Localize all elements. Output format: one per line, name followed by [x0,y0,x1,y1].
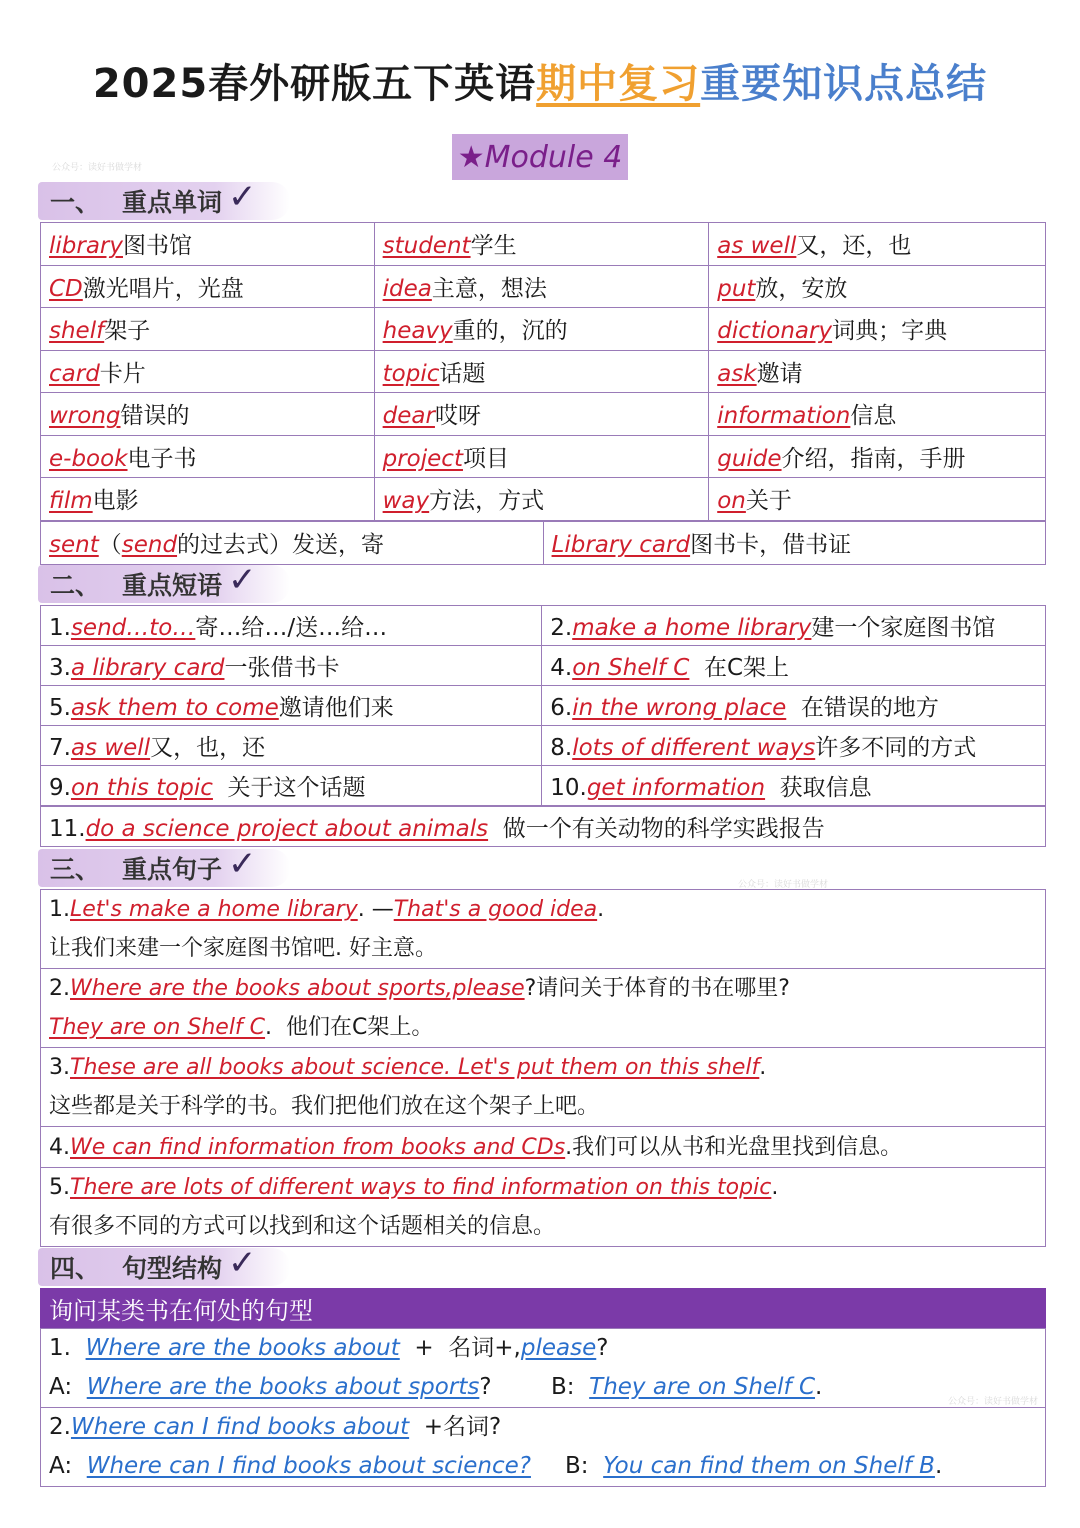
structures-table [40,1328,1046,1487]
sentence-punct: . [771,1175,779,1200]
phrase-cell [41,606,542,646]
vocab-word: dear [382,403,435,430]
vocab-word: way [382,488,430,515]
dialog-label-b: B: [551,1374,575,1400]
pattern-plus: +名词? [409,1414,502,1440]
section-header-phrases [38,560,290,603]
table-row [41,766,1046,806]
sentence-cell [41,1168,1046,1247]
vocab-word: shelf [49,318,105,345]
vocab-cell [709,478,1046,521]
vocab-meaning: 卡片 [99,360,146,387]
section-header-sentences [38,844,290,887]
vocab-meaning: 的过去式）发送，寄 [177,532,385,559]
vocab-cell [374,308,709,351]
section-number: 四、 [50,1254,101,1283]
section-label: 重点单词 [122,188,223,217]
vocab-meaning: 信息 [850,403,897,430]
phrase-number: 6. [550,695,573,721]
section-number: 一、 [50,188,101,217]
vocab-meaning: 重的，沉的 [452,318,568,345]
phrase-cell [542,646,1046,686]
check-icon: ✓ [228,560,257,600]
phrase-en: do a science project about animals [85,816,489,842]
vocab-word: e-book [49,445,128,472]
table-row [41,393,1046,436]
vocab-cell [41,308,375,351]
phrase-cn: 寄…给…/送…给… [195,615,388,641]
phrase-number: 9. [49,775,71,801]
vocab-cell [374,223,709,266]
section-number: 三、 [50,855,101,884]
sentence-en: There are lots of different ways to find information on this topic [70,1175,772,1200]
table-row [41,308,1046,351]
sentence-cell [41,1127,1046,1168]
vocab-word: sent [49,532,99,559]
vocab-word: project [382,445,463,472]
vocab-cell [374,478,709,521]
table-row [41,478,1046,521]
vocab-word: dictionary [717,318,833,345]
vocab-word: guide [717,445,782,472]
vocab-meaning: 方法，方式 [429,488,545,515]
phrase-number: 11. [49,816,86,842]
vocab-last-row [40,521,1046,565]
vocab-meaning: 图书馆 [123,233,192,260]
sentence-number: 3. [49,1055,70,1080]
dialog-b: They are on Shelf C [589,1374,816,1400]
phrase-cn: 在C架上 [689,655,790,681]
vocab-cell [709,350,1046,393]
vocab-paren: （ [98,532,122,559]
module-badge: ★Module 4 [452,134,628,180]
vocab-meaning: 关于 [745,488,792,515]
phrase-cn: 关于这个话题 [212,775,366,801]
table-row [41,646,1046,686]
check-icon: ✓ [228,1243,257,1283]
dialog-label-a: A: [49,1453,73,1479]
table-row [41,686,1046,726]
sentence-number: 1. [49,897,70,922]
check-icon: ✓ [228,844,257,884]
vocab-cell [41,350,375,393]
vocab-meaning: 架子 [104,318,151,345]
vocab-word: Library card [551,532,691,559]
section-header-structures [38,1243,290,1286]
vocab-meaning: 又，还，也 [796,233,912,260]
vocab-word: library [49,233,123,260]
phrases-last-row [40,806,1046,847]
phrase-number: 2. [550,615,573,641]
vocab-meaning: 哎呀 [434,403,481,430]
table-row [41,890,1046,969]
sentence-cn: ?请问关于体育的书在哪里? [524,976,790,1001]
sentences-table [40,889,1046,1247]
phrases-table [40,605,1046,806]
sentence-en: Let's make a home library [70,897,358,922]
sentence-cn: 让我们来建一个家庭图书馆吧. 好主意。 [49,936,437,961]
title-part2: 期中复习 [536,61,701,107]
vocab-word: student [382,233,471,260]
table-row [41,726,1046,766]
phrase-number: 8. [550,735,573,761]
dialog-a: Where are the books about sports [86,1374,480,1400]
sentence-punct: . — [357,897,394,922]
dialog-punct: ? [479,1374,492,1400]
phrase-number: 5. [49,695,71,721]
vocab-word: send [121,532,178,559]
sentence-en: We can find information from books and CDs [70,1134,566,1160]
sentence-cell [41,1048,1046,1127]
vocab-cell [709,435,1046,478]
table-row [41,350,1046,393]
structure-cell [41,1408,1046,1487]
vocab-cell [374,350,709,393]
sentence-cell [41,969,1046,1048]
sentence-punct: . [759,1055,767,1080]
phrase-cell [41,686,542,726]
phrase-en: get information [586,775,766,801]
vocab-meaning: 电子书 [127,445,197,472]
sentence-cn: 有很多不同的方式可以找到和这个话题相关的信息。 [49,1214,556,1239]
phrase-cell [542,606,1046,646]
section-label: 重点短语 [122,571,223,600]
sentence-cell [41,890,1046,969]
vocab-word: CD [49,275,83,302]
vocab-word: put [717,275,756,302]
table-row [41,1408,1046,1487]
table-row [41,522,1046,565]
sentence-number: 2. [49,976,70,1001]
sentence-number: 5. [49,1175,70,1200]
vocab-word: card [49,360,100,387]
sentence-en: Where are the books about sports,please [70,976,525,1001]
vocab-meaning: 错误的 [120,403,190,430]
phrase-en: as well [70,735,151,761]
vocab-meaning: 激光唱片，光盘 [82,275,244,302]
sentence-punct: . [597,897,605,922]
section-header-words [38,177,290,220]
dialog-label-b: B: [565,1453,589,1479]
phrase-number: 7. [49,735,71,761]
section-label: 重点句子 [122,855,223,884]
sentence-en: They are on Shelf C [49,1015,266,1040]
vocab-cell [374,435,709,478]
pattern-number: 1. [49,1335,71,1361]
table-row [41,807,1046,847]
phrase-cn: 在错误的地方 [786,695,939,721]
check-icon: ✓ [228,177,257,217]
vocab-cell [41,223,375,266]
table-row [41,1127,1046,1168]
dialog-punct: . [934,1453,943,1479]
table-row [41,223,1046,266]
phrase-cell [41,646,542,686]
phrase-en: lots of different ways [572,735,816,761]
vocab-word: ask [717,360,757,387]
vocab-meaning: 主意，想法 [431,275,547,302]
sentence-cn: . 他们在C架上。 [265,1015,434,1040]
vocab-meaning: 电影 [92,488,139,515]
pattern-plus: + 名词+, [399,1335,521,1361]
vocab-word: heavy [382,318,453,345]
phrase-cell [41,766,542,806]
vocab-cell [41,478,375,521]
phrase-cn: 获取信息 [765,775,872,801]
vocab-meaning: 介绍，指南，手册 [781,445,966,472]
phrase-cell [542,766,1046,806]
table-row [41,1048,1046,1127]
vocab-word: wrong [49,403,121,430]
watermark: 公众号：读好书做学材 [948,1397,1039,1407]
phrase-cn: 许多不同的方式 [815,735,977,761]
sentence-en: These are all books about science. Let's put them on this shelf [70,1055,760,1080]
phrase-en: in the wrong place [572,695,787,721]
phrase-en: make a home library [572,615,812,641]
phrase-number: 3. [49,655,71,681]
vocab-cell [41,435,375,478]
sentence-cn: .我们可以从书和光盘里找到信息。 [565,1134,903,1160]
phrase-cn: 一张借书卡 [224,655,340,681]
vocab-meaning: 项目 [462,445,509,472]
vocab-word: on [717,488,746,515]
dialog-punct: . [815,1374,823,1400]
table-row [41,1168,1046,1247]
pattern-number: 2. [49,1414,71,1440]
vocab-cell [709,223,1046,266]
pattern-en: please [520,1335,597,1361]
section-number: 二、 [50,571,101,600]
structure-header: 询问某类书在何处的句型 [40,1288,1046,1328]
vocab-cell [709,308,1046,351]
vocab-word: film [49,488,93,515]
vocab-word: information [717,403,851,430]
table-row [41,1329,1046,1408]
phrase-cn: 邀请他们来 [278,695,394,721]
phrase-en: send…to… [70,615,196,641]
phrase-cell [542,686,1046,726]
vocab-meaning: 话题 [439,360,486,387]
vocab-cell [709,393,1046,436]
vocab-word: topic [382,360,440,387]
sentence-en: That's a good idea [393,897,598,922]
dialog-b: You can find them on Shelf B [603,1453,935,1479]
title-part1: 2025春外研版五下英语 [92,61,537,107]
phrase-cn: 做一个有关动物的科学实践报告 [488,816,825,842]
phrase-en: on Shelf C [572,655,690,681]
title-part3: 重要知识点总结 [700,61,988,107]
dialog-label-a: A: [49,1374,73,1400]
phrase-number: 1. [49,615,71,641]
vocab-word: idea [382,275,432,302]
vocab-meaning: 学生 [470,233,517,260]
pattern-en: Where are the books about [85,1335,400,1361]
page-title [0,52,1080,109]
vocab-cell [543,522,1045,565]
structure-cell [41,1329,1046,1408]
vocab-meaning: 词典；字典 [832,318,948,345]
phrase-cell [41,807,1046,847]
phrase-number: 4. [550,655,573,681]
vocab-cell [41,265,375,308]
watermark: 公众号：读好书做学材 [738,880,829,890]
vocab-cell [374,265,709,308]
vocab-cell [41,393,375,436]
sentence-cn: 这些都是关于科学的书。我们把他们放在这个架子上吧。 [49,1094,600,1119]
phrase-cn: 建一个家庭图书馆 [811,615,996,641]
table-row [41,969,1046,1048]
vocab-meaning: 图书卡，借书证 [690,532,852,559]
table-row [41,606,1046,646]
vocab-cell [41,522,544,565]
phrase-en: ask them to come [70,695,279,721]
dialog-a: Where can I find books about science? [86,1453,531,1479]
table-row [41,265,1046,308]
phrase-cn: 又，也，还 [150,735,266,761]
table-row [41,435,1046,478]
phrase-number: 10. [550,775,587,801]
vocab-meaning: 放，安放 [755,275,848,302]
phrase-cell [542,726,1046,766]
phrase-en: on this topic [70,775,213,801]
section-label: 句型结构 [122,1254,223,1283]
vocab-meaning: 邀请 [756,360,803,387]
vocab-cell [374,393,709,436]
phrase-en: a library card [70,655,225,681]
vocab-word: as well [717,233,797,260]
pattern-en: Where can I find books about [70,1414,410,1440]
watermark: 公众号：读好书做学材 [52,163,143,173]
sentence-number: 4. [49,1134,70,1160]
pattern-punct: ? [596,1335,609,1361]
phrase-cell [41,726,542,766]
vocab-table [40,222,1046,520]
vocab-cell [709,265,1046,308]
